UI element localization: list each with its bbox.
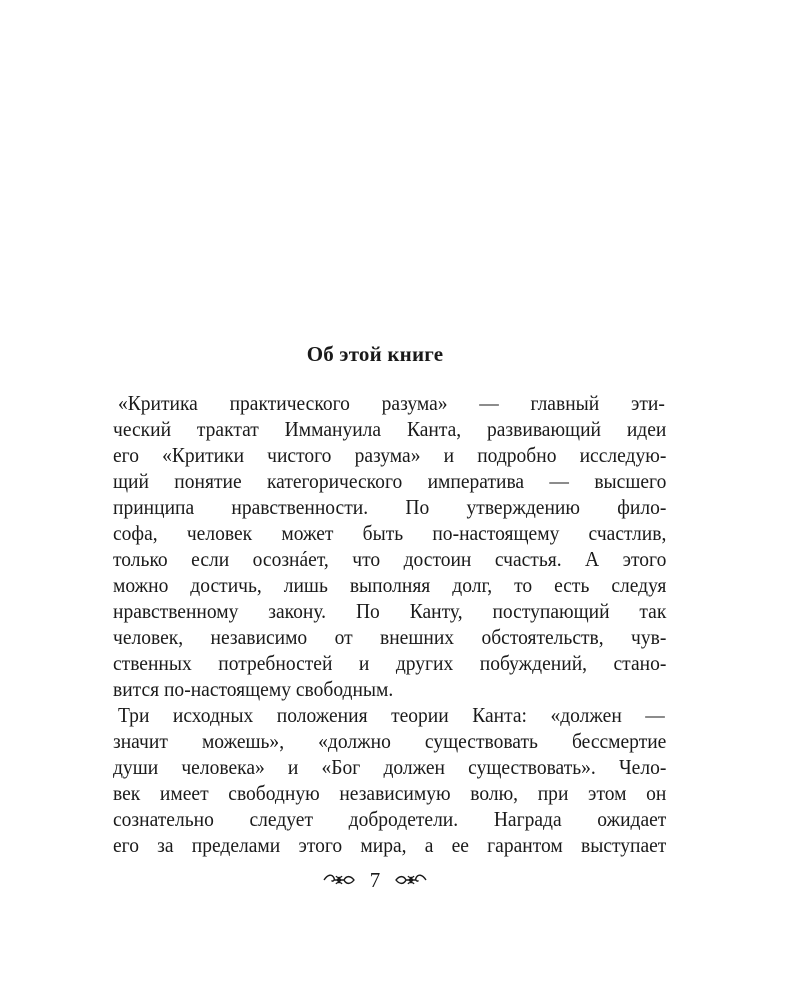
- text-line: Три исходных положения теории Канта: «должен —: [118, 703, 665, 727]
- fleuron-icon: [322, 871, 356, 889]
- text-line: принципа нравственности. По утверждению фило-: [113, 495, 667, 519]
- text-line: вится по-настоящему свободным.: [113, 677, 394, 701]
- text-line: значит можешь», «должно существовать бессмертие: [113, 729, 667, 753]
- text-line: щий понятие категорического императива — высшего: [113, 469, 667, 493]
- text-line: сознательно следует добродетели. Награда ожидает: [113, 807, 667, 831]
- text-line: его «Критики чистого разума» и подробно исследую-: [113, 443, 667, 467]
- text-line: ческий трактат Иммануила Канта, развивающий идеи: [113, 417, 667, 441]
- text-line: век имеет свободную независимую волю, при этом он: [113, 781, 667, 805]
- text-line: только если осознáет, что достоин счастья. А этого: [113, 547, 667, 571]
- fleuron-icon: [394, 871, 428, 889]
- text-line: нравственному закону. По Канту, поступающий так: [113, 599, 667, 623]
- text-line: души человека» и «Бог должен существовать». Чело-: [113, 755, 667, 779]
- text-line: человек, независимо от внешних обстоятельств, чув-: [113, 625, 667, 649]
- text-line: «Критика практического разума» — главный эти-: [118, 391, 665, 415]
- text-line: можно достичь, лишь выполняя долг, то есть следуя: [113, 573, 667, 597]
- text-line: его за пределами этого мира, а ее гарантом выступает: [113, 833, 667, 857]
- text-line: софа, человек может быть по-настоящему счастлив,: [113, 521, 667, 545]
- page-number: 7: [369, 868, 381, 892]
- section-heading: Об этой книге: [306, 342, 444, 366]
- page-footer: [0, 866, 750, 894]
- text-line: ственных потребностей и других побуждений, стано-: [113, 651, 667, 675]
